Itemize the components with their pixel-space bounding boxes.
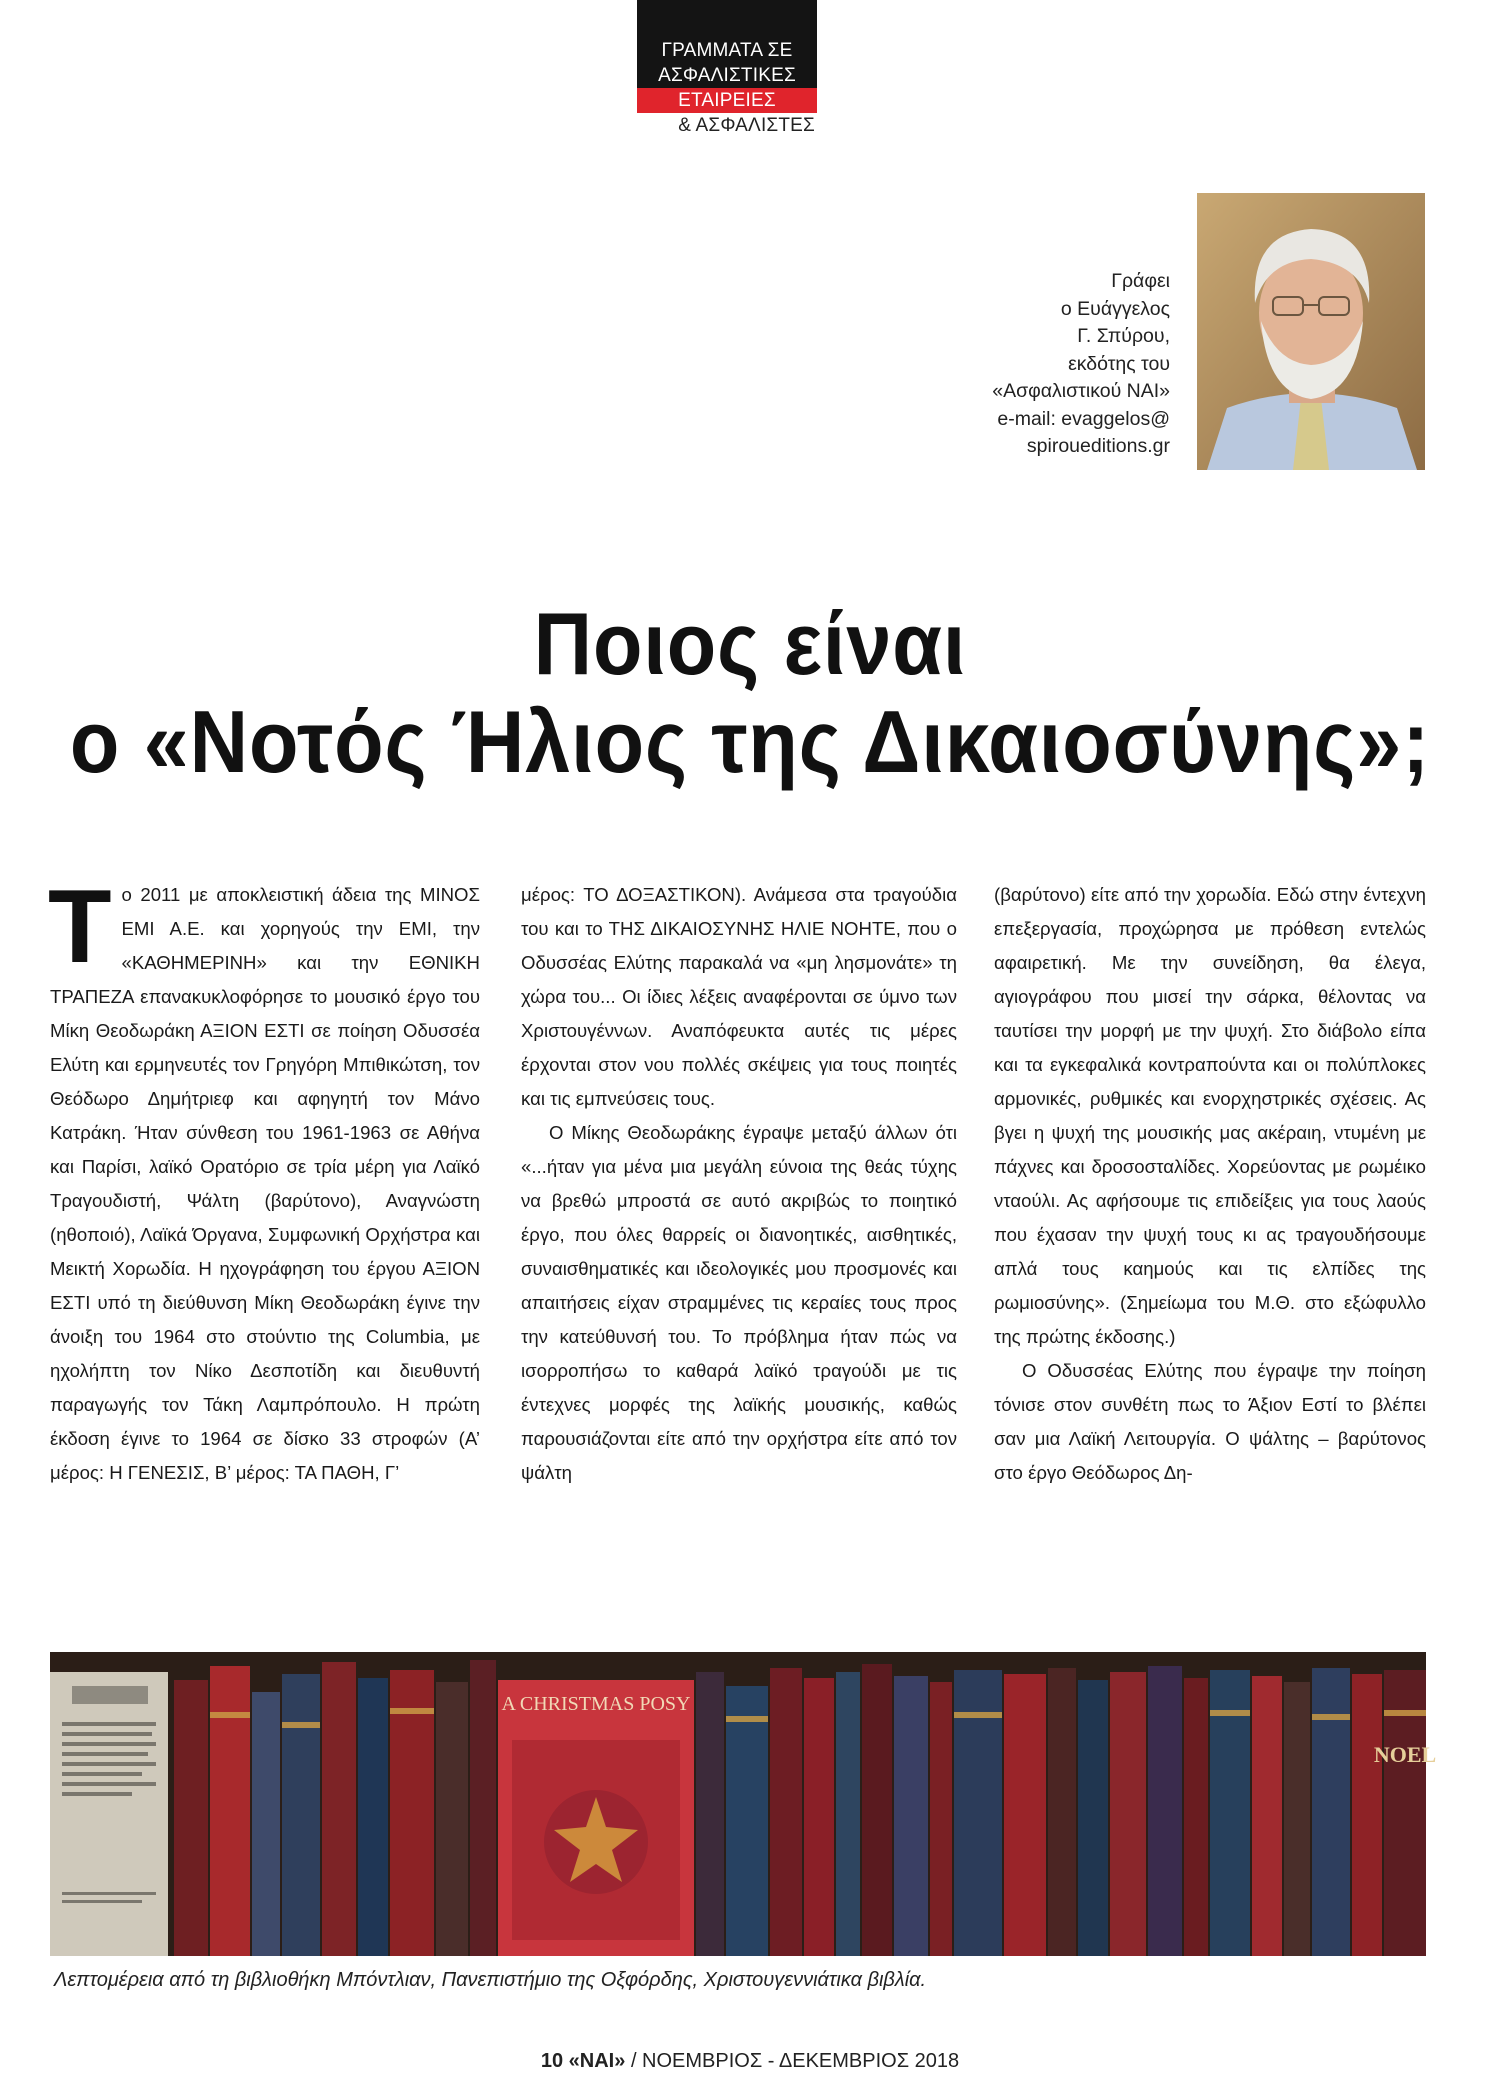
author-line: Γ. Σπύρου, — [1077, 325, 1170, 347]
bookshelf-image — [50, 1652, 1437, 1956]
author-photo — [1197, 193, 1425, 470]
issue-date: / ΝΟΕΜΒΡΙΟΣ - ΔΕΚΕΜΒΡΙΟΣ 2018 — [630, 2050, 960, 2072]
book-title-christmas-posy: A CHRISTMAS POSY — [501, 1693, 691, 1715]
paragraph: (βαρύτονο) είτε από την χορωδία. Εδώ στην έντεχνη επεξεργασία, προχώρησα με πρόθεση εντελώς αφαιρετική. Με την συνείδηση, θα έλεγα, αγιογράφου που μισεί την σάρκα, θέλοντας να ταυτίσει την μορφή με την ψυχή. Στο διάβολο είπα και τα εγκεφαλικά κοντραπούντα και οι πολύπλοκες αρμονικές, ρυθμικές και ενορχηστρικές σχέσεις. Ας βγει η ψυχή της μουσικής μας ακέραιη, ντυμένη με πάχνες και δροσοσταλίδες. Χορεύοντας με ρωμέικο νταούλι. Ας αφήσουμε τις επιδείξεις για τους λαούς που έχασαν την ψυχή τους κι ας τραγουδήσουμε απλά τους καημούς και τις ελπίδες της ρωμιοσύνης». (Σημείωμα του Μ.Θ. στο εξώφυλλο της πρώτης έκδοσης.) — [994, 884, 1426, 1347]
article-title — [60, 595, 1440, 791]
article-column-3 — [994, 878, 1426, 1490]
author-line: ο Ευάγγελος — [1060, 297, 1170, 320]
page-footer — [0, 2050, 1500, 2073]
page-number: 10 — [540, 2050, 564, 2072]
magazine-name: «ΝΑΙ» — [568, 2050, 626, 2072]
title-line-2: ο «Νοτός Ήλιος της Δικαιοσύνης»; — [69, 692, 1431, 791]
paragraph: Ο Μίκης Θεοδωράκης έγραψε μεταξύ άλλων ότι «...ήταν για μένα μια μεγάλη εύνοια της θεάς τύχης να βρεθώ μπροστά σε αυτό ακριβώς το ποιητικό έργο, που όλες θαρρείς οι διανοητικές, αισθητικές, συναισθηματικές και ιδεολογικές μου προσμονές και απαιτήσεις είχαν στραμμένες τις κεραίες τους προς την κατεύθυνσή του. Το πρόβλημα ήταν πώς να ισορροπήσω το καθαρά λαϊκό τραγούδι με τις έντεχνες μορφές της λαϊκής μουσικής, καθώς παρουσιάζονται είτε από την ορχήστρα είτε από τον ψάλτη — [521, 1122, 957, 1483]
section-badge — [637, 0, 817, 138]
article-column-2 — [521, 878, 957, 1490]
author-line: εκδότης του — [1068, 352, 1170, 375]
badge-line-4: & ΑΣΦΑΛΙΣΤΕΣ — [637, 113, 817, 138]
paragraph: Ο Οδυσσέας Ελύτης που έγραψε την ποίηση τόνισε στον συνθέτη πως το Άξιον Εστί το βλέπει σαν μια Λαϊκή Λειτουργία. Ο ψάλτης – βαρύτονος στο έργο Θεόδωρος Δη- — [994, 1360, 1426, 1483]
badge-line-1: ΓΡΑΜΜΑΤΑ ΣΕ — [637, 0, 817, 63]
image-caption: Λεπτομέρεια από τη βιβλιοθήκη Μπόντλιαν, Πανεπιστήμιο της Οξφόρδης, Χριστουγεννιάτικα βιβλία. — [54, 1969, 927, 1991]
author-email: e-mail: evaggelos@ — [997, 407, 1170, 430]
author-line: «Ασφαλιστικού ΝΑΙ» — [992, 380, 1170, 402]
author-line: Γράφει — [1111, 270, 1170, 292]
drop-cap: Τ — [48, 869, 112, 985]
book-title-noel: NOEL — [1373, 1742, 1437, 1767]
paragraph: ο 2011 με αποκλειστική άδεια της ΜΙΝΟΣ ΕΜΙ Α.Ε. και χορηγούς την EMI, την «ΚΑΘΗΜΕΡΙΝΗ» και την ΕΘΝΙΚΗ ΤΡΑΠΕΖΑ επανακυκλοφόρησε το μουσικό έργο του Μίκη Θεοδωράκη ΑΞΙΟΝ ΕΣΤΙ σε ποίηση Οδυσσέα Ελύτη και ερμηνευτές τον Γρηγόρη Μπιθικώτση, τον Θεόδωρο Δημήτριεφ και αφηγητή τον Μάνο Κατράκη. Ήταν σύνθεση του 1961-1963 σε Αθήνα και Παρίσι, λαϊκό Ορατόριο σε τρία μέρη για Λαϊκό Τραγουδιστή, Ψάλτη (βαρύτονο), Αναγνώστη (ηθοποιό), Λαϊκά Όργανα, Συμφωνική Ορχήστρα και Μεικτή Χορωδία. Η ηχογράφηση του έργου ΑΞΙΟΝ ΕΣΤΙ υπό τη διεύθυνση Μίκη Θεοδωράκη έγινε την άνοιξη του 1964 στο στούντιο της Columbia, με ηχολήπτη τον Νίκο Δεσποτίδη και διευθυντή παραγωγής τον Τάκη Λαμπρόπουλο. Η πρώτη έκδοση έγινε το 1964 σε δίσκο 33 στροφών (Α’ μέρος: Η ΓΕΝΕΣΙΣ, Β’ μέρος: ΤΑ ΠΑΘΗ, Γ’ — [50, 884, 480, 1483]
badge-line-2: ΑΣΦΑΛΙΣΤΙΚΕΣ — [637, 63, 817, 88]
author-email-domain: spiroueditions.gr — [1026, 435, 1170, 457]
article-column-1 — [48, 869, 480, 1490]
badge-line-3: ΕΤΑΙΡΕΙΕΣ — [637, 88, 817, 113]
title-line-1: Ποιος είναι — [533, 594, 967, 693]
paragraph: μέρος: ΤΟ ΔΟΞΑΣΤΙΚΟΝ). Ανάμεσα στα τραγούδια του και το ΤΗΣ ΔΙΚΑΙΟΣΥΝΗΣ ΗΛΙΕ ΝΟΗΤΕ, που ο Οδυσσέας Ελύτης παρακαλά να «μη λησμονάτε» τη χώρα του... Οι ίδιες λέξεις αναφέρονται σε ύμνο των Χριστουγέννων. Αναπόφευκτα αυτές τις μέρες έρχονται στον νου πολλές σκέψεις για τους ποιητές και τις εμπνεύσεις τους. — [521, 884, 957, 1109]
author-byline — [992, 268, 1170, 461]
